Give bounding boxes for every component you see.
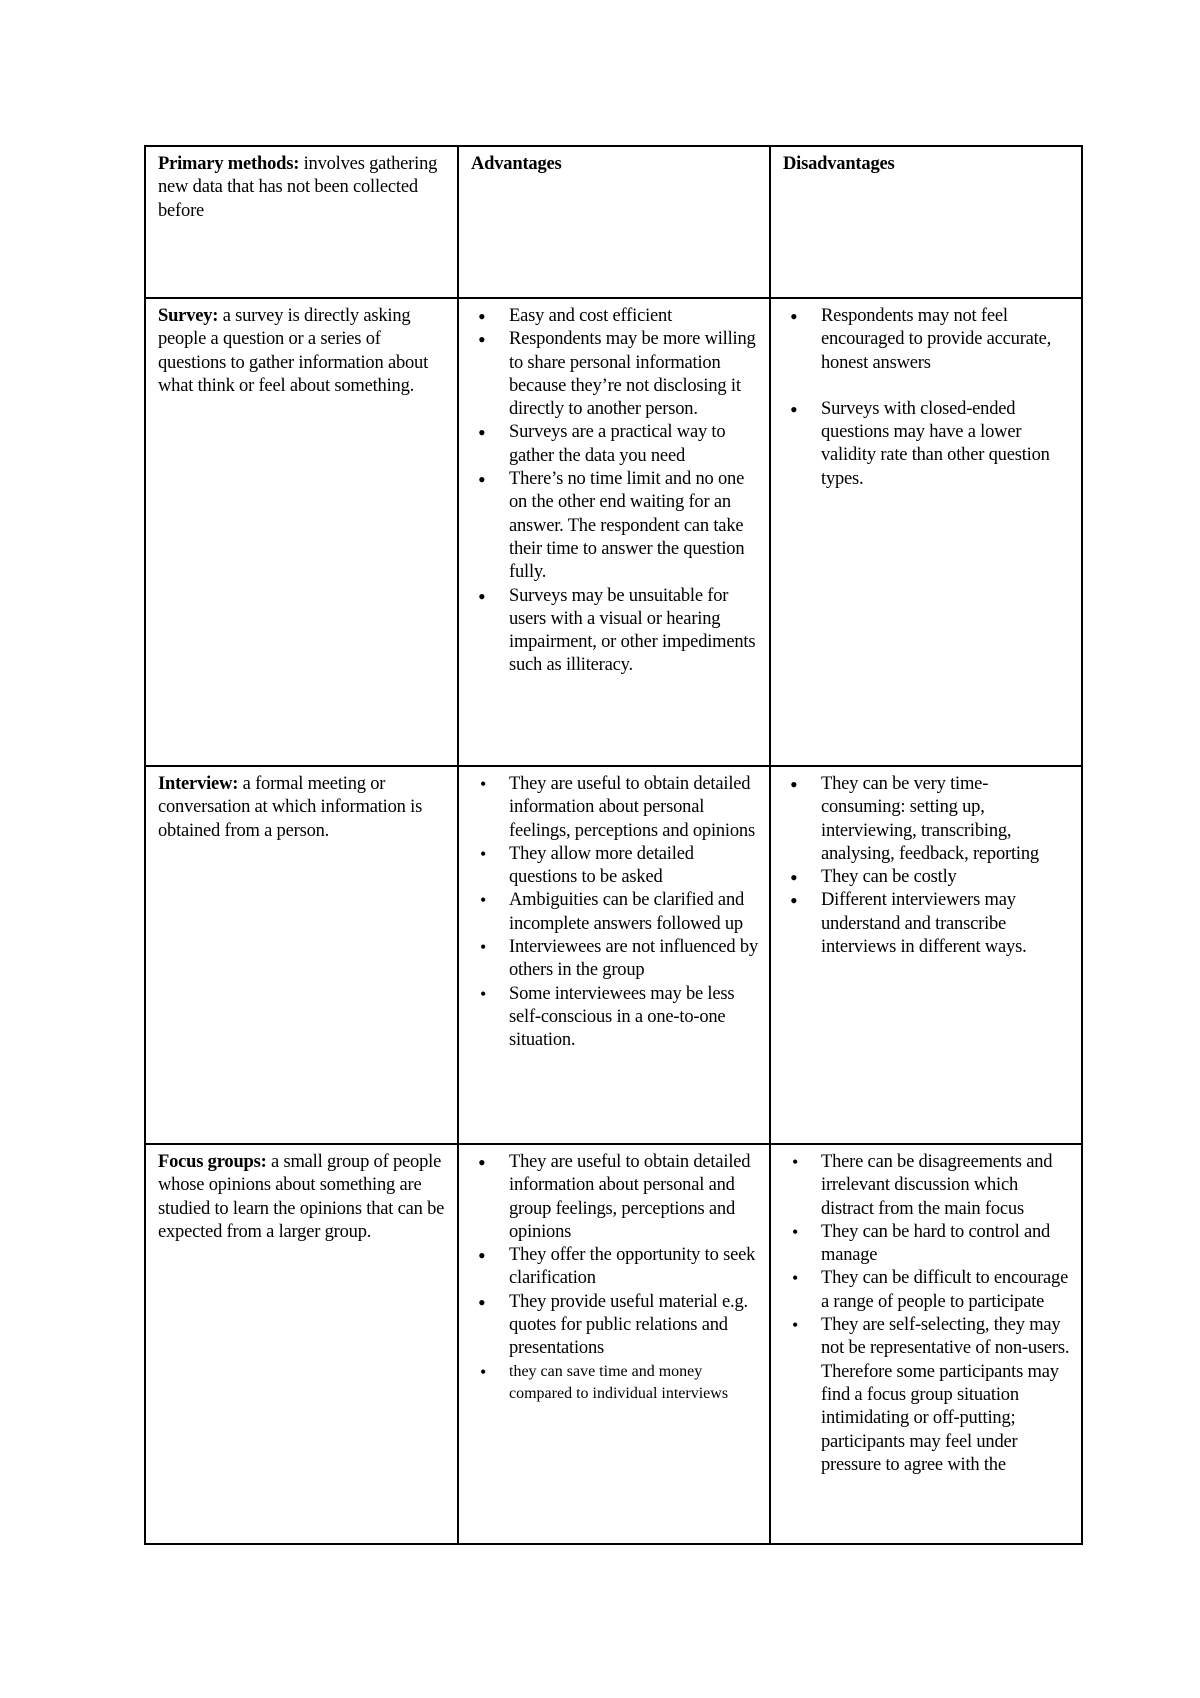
table-row-survey xyxy=(145,298,1082,766)
list-item: • Some interviewees may be less self-conscious in a one-to-one situation. xyxy=(471,983,759,1053)
interview-definition: a formal meeting or conversation at which information is obtained from a person. xyxy=(158,774,423,841)
header-primary-methods-cell xyxy=(145,146,458,298)
list-item: • They are useful to obtain detailed information about personal feelings, perceptions and opinions xyxy=(471,773,759,843)
table-row-focus-groups xyxy=(145,1144,1082,1544)
survey-advantages-list xyxy=(471,305,759,678)
survey-definition: a survey is directly asking people a question or a series of questions to gather information about what think or feel about something. xyxy=(158,306,429,396)
focus-definition: a small group of people whose opinions about something are studied to learn the opinions that can be expected from a larger group. xyxy=(158,1152,445,1242)
list-item: • Respondents may be more willing to share personal information because they’re not disclosing it directly to another person. xyxy=(471,328,759,421)
focus-disadvantages-cell xyxy=(770,1144,1082,1544)
list-item: • Ambiguities can be clarified and incomplete answers followed up xyxy=(471,889,759,936)
header-primary-methods-text: involves gathering new data that has not been collected before xyxy=(158,154,438,221)
list-item: • Different interviewers may understand and transcribe interviews in different ways. xyxy=(783,889,1071,959)
focus-disadvantages-list xyxy=(783,1151,1071,1477)
list-item: • There’s no time limit and no one on the other end waiting for an answer. The respondent can take their time to answer the question fully. xyxy=(471,468,759,584)
survey-disadvantages-cell xyxy=(770,298,1082,766)
interview-disadvantages-cell xyxy=(770,766,1082,1144)
header-advantages-label: Advantages xyxy=(471,154,562,174)
focus-advantages-cell xyxy=(458,1144,770,1544)
focus-term: Focus groups: xyxy=(158,1152,267,1172)
list-item: • They provide useful material e.g. quotes for public relations and presentations xyxy=(471,1291,759,1361)
survey-disadvantages-list xyxy=(783,305,1071,491)
header-primary-methods-label: Primary methods: xyxy=(158,154,300,174)
list-item: • Interviewees are not influenced by others in the group xyxy=(471,936,759,983)
survey-term: Survey: xyxy=(158,306,219,326)
list-item: • They can be very time-consuming: setting up, interviewing, transcribing, analysing, feedback, reporting xyxy=(783,773,1071,866)
survey-method-cell xyxy=(145,298,458,766)
research-methods-table xyxy=(144,145,1083,1545)
list-item: • Surveys with closed-ended questions may have a lower validity rate than other question types. xyxy=(783,398,1071,491)
survey-advantages-cell xyxy=(458,298,770,766)
list-item: • they can save time and money compared to individual interviews xyxy=(471,1361,759,1405)
header-disadvantages-cell xyxy=(770,146,1082,298)
interview-term: Interview: xyxy=(158,774,239,794)
list-item: • They can be hard to control and manage xyxy=(783,1221,1071,1268)
list-item: • Easy and cost efficient xyxy=(471,305,759,328)
list-item: • They allow more detailed questions to be asked xyxy=(471,843,759,890)
interview-disadvantages-list xyxy=(783,773,1071,959)
interview-advantages-list xyxy=(471,773,759,1053)
table-row-interview xyxy=(145,766,1082,1144)
header-advantages-cell xyxy=(458,146,770,298)
list-item: • Respondents may not feel encouraged to provide accurate, honest answers xyxy=(783,305,1071,375)
interview-method-cell xyxy=(145,766,458,1144)
list-item: • They are self-selecting, they may not be representative of non-users. Therefore some participants may find a focus group situation intimidating or off-putting; participants may feel under pressure to agree with the xyxy=(783,1314,1071,1477)
list-item: • They can be difficult to encourage a range of people to participate xyxy=(783,1267,1071,1314)
table-header-row xyxy=(145,146,1082,298)
header-disadvantages-label: Disadvantages xyxy=(783,154,895,174)
list-item: • They offer the opportunity to seek clarification xyxy=(471,1244,759,1291)
list-item: • They can be costly xyxy=(783,866,1071,889)
focus-advantages-list xyxy=(471,1151,759,1405)
interview-advantages-cell xyxy=(458,766,770,1144)
list-item: • Surveys may be unsuitable for users with a visual or hearing impairment, or other impediments such as illiteracy. xyxy=(471,585,759,678)
list-item: • Surveys are a practical way to gather the data you need xyxy=(471,421,759,468)
list-item: • There can be disagreements and irrelevant discussion which distract from the main focus xyxy=(783,1151,1071,1221)
focus-method-cell xyxy=(145,1144,458,1544)
list-item: • They are useful to obtain detailed information about personal and group feelings, perceptions and opinions xyxy=(471,1151,759,1244)
